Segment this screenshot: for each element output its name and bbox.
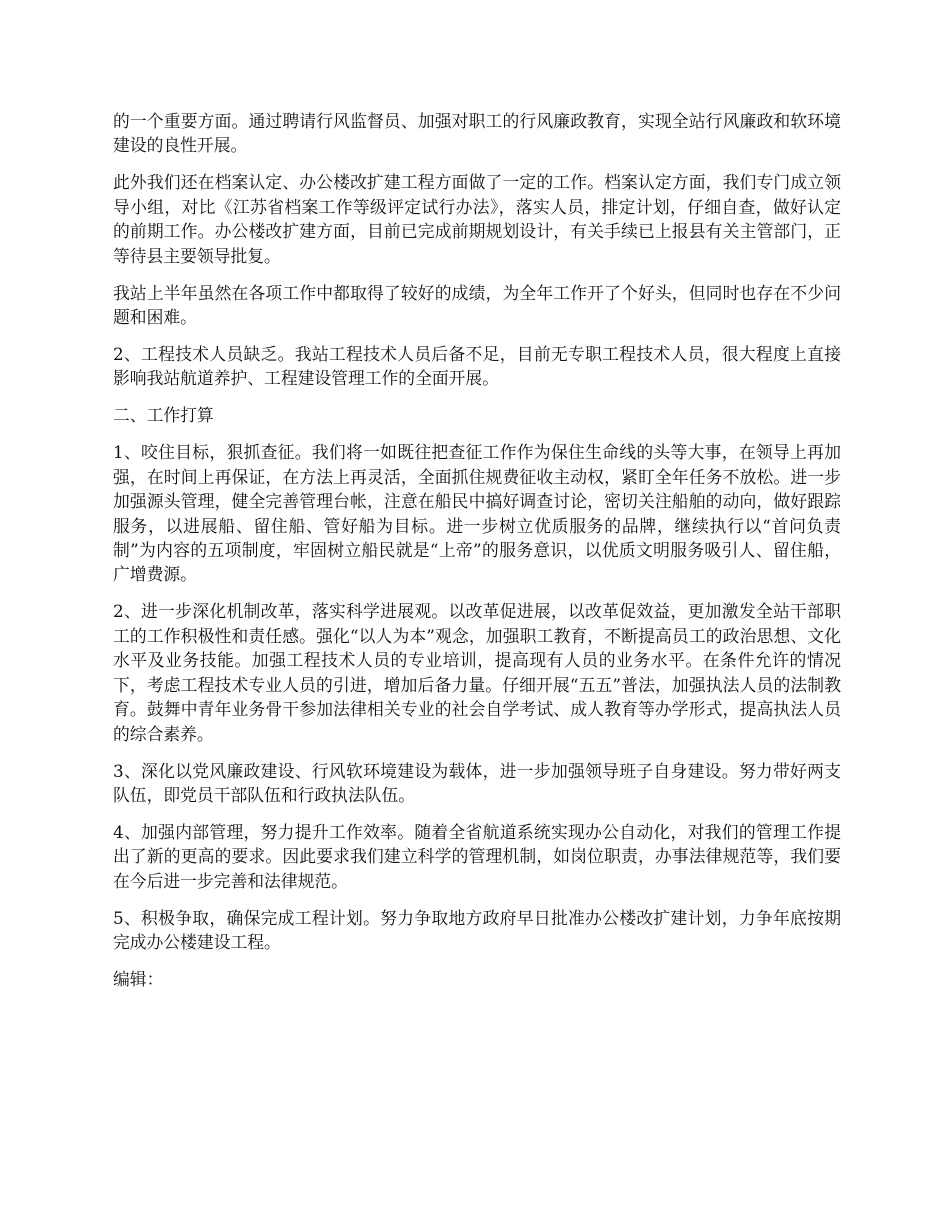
paragraph-plan-2: 2、进一步深化机制改革，落实科学进展观。以改革促进展，以改革促效益，更加激发全站干部职工的工作积极性和责任感。强化“以人为本”观念，加强职工教育，不断提高员工的政治思想、文化水平及业务技能。加强工程技术人员的专业培训，提高现有人员的业务水平。在条件允许的情况下，考虑工程技术专业人员的引进，增加后备力量。仔细开展“五五”普法，加强执法人员的法制教育。鼓舞中青年业务骨干参加法律相关专业的社会自学考试、成人教育等办学形式，提高执法人员的综合素养。 [113, 601, 841, 744]
paragraph-plan-5: 5、积极争取，确保完成工程计划。努力争取地方政府早日批准办公楼改扩建计划，力争年底按期完成办公楼建设工程。 [113, 907, 841, 953]
paragraph-plan-1: 1、咬住目标，狠抓查征。我们将一如既往把查征工作作为保住生命线的头等大事，在领导上再加强，在时间上再保证，在方法上再灵活，全面抓住规费征收主动权，紧盯全年任务不放松。进一步加强源头管理，健全完善管理台帐，注意在船民中搞好调查讨论，密切关注船舶的动向，做好跟踪服务，以进展船、留住船、管好船为目标。进一步树立优质服务的品牌，继续执行以“首问负责制”为内容的五项制度，牢固树立船民就是“上帝”的服务意识，以优质文明服务吸引人、留住船，广增费源。 [113, 442, 841, 585]
paragraph-problems-summary: 我站上半年虽然在各项工作中都取得了较好的成绩，为全年工作开了个好头，但同时也存在不少问题和困难。 [113, 282, 841, 328]
editor-label: 编辑： [113, 969, 164, 990]
paragraph-plan-3: 3、深化以党风廉政建设、行风软环境建设为载体，进一步加强领导班子自身建设。努力带好两支队伍，即党员干部队伍和行政执法队伍。 [113, 760, 841, 805]
paragraph-plan-4: 4、加强内部管理，努力提升工作效率。随着全省航道系统实现办公自动化，对我们的管理工作提出了新的更高的要求。因此要求我们建立科学的管理机制，如岗位职责，办事法律规范等，我们要在今后进一步完善和法律规范。 [113, 821, 841, 891]
section-heading-work-plan: 二、工作打算 [113, 405, 214, 426]
document-body [113, 109, 841, 992]
paragraph-archive-and-office: 此外我们还在档案认定、办公楼改扩建工程方面做了一定的工作。档案认定方面，我们专门成立领导小组，对比《江苏省档案工作等级评定试行办法》，落实人员，排定计划，仔细自查，做好认定的前期工作。办公楼改扩建方面，目前已完成前期规划设计，有关手续已上报县有关主管部门，正等待县主要领导批复。 [113, 172, 841, 266]
paragraph-intro-continuation: 的一个重要方面。通过聘请行风监督员、加强对职工的行风廉政教育，实现全站行风廉政和软环境建设的良性开展。 [113, 111, 841, 156]
paragraph-problem-2: 2、工程技术人员缺乏。我站工程技术人员后备不足，目前无专职工程技术人员，很大程度上直接影响我站航道养护、工程建设管理工作的全面开展。 [113, 344, 841, 389]
